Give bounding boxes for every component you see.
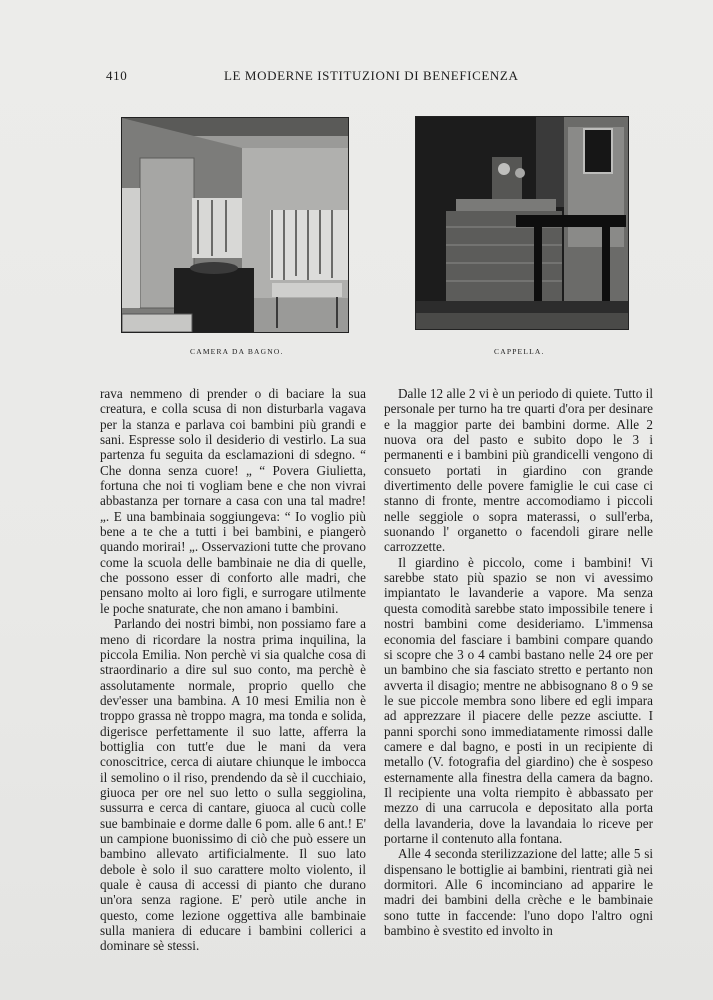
photo-chapel [415,116,629,330]
photo-bathroom [121,117,349,333]
paragraph: Il giardino è piccolo, come i bambini! Vi sarebbe stato più spazio se non vi avessimo impiantato le lavanderie a vapore. Ma senza questa comodità sarebbe stato impossibile tenere i nostri bambini come desideriamo. L'immensa economia del fasciare i bambini compare quando si scopre che 3 o 4 cambi bastano nelle 24 ore per un bambino che sia fasciato stretto e pertanto non avverta il disagio; mentre ne abbisognano 8 o 9 se le sue piccole membra sono libere ed egli impara ad apprezzare il piacere delle pezze asciutte. I panni sporchi sono immediatamente rimossi dalle camere e dal bagno, e posti in un recipiente di metallo (V. fotografia del giardino) che è sospeso esternamente alla finestra della camera da bagno. Il recipiente una volta riempito è abbassato per mezzo di una carrucola e depositato alla porta della lavanderia, dove la lavandaia lo riceve per portarne il contenuto alla fontana. [384,554,653,846]
chapel-photo-illustration [416,117,628,329]
paragraph: rava nemmeno di prender o di baciare la sua creatura, e colla scusa di non disturbarla vagava per la stanza e parlava coi bambini più grandi e sani. Espresse solo il desiderio di vestirlo. La sua partenza fu seguita da esclamazioni di sdegno. “ Che donna senza cuore! „ “ Povera Giulietta, fortuna che noi ti vogliam bene e che non vivrai abbastanza per tornare a casa con una tal madre! „. E una bambinaia soggiungeva: “ Io voglio più bene a te che a tutti i bei bambini, e piangerò quando morirai! „. Osservazioni tutte che provano come la scuola delle bambinaie ne dia di quelle, che possono esser di conforto alle madri, che pensano molto ai loro figli, e surrogare utilmente le poche snaturate, che non amano i bambini. [100,386,366,616]
caption-chapel: CAPPELLA. [494,347,545,356]
text-column-left [100,386,366,954]
page-header [106,68,626,86]
caption-bathroom: CAMERA DA BAGNO. [190,347,284,356]
page-number: 410 [106,68,128,83]
bathroom-photo-illustration [122,118,348,332]
text-column-right [384,386,653,938]
paragraph: Parlando dei nostri bimbi, non possiamo fare a meno di ricordare la nostra prima inquilina, la piccola Emilia. Non perchè vi sia qualche cosa di straordinario a dire sul suo conto, ma perchè è assolutamente normale, proprio quello che dev'esser una bambina. A 10 mesi Emilia non è troppo grassa nè troppo magra, ma tonda e solida, digerisce perfettamente il suo latte, afferra la bottiglia con tutt'e due le mani da vera conoscitrice, cerca di aiutare chiunque le imbocca il semolino o il riso, prendendo da sè il cucchiaio, giuoca per ore nel suo letto o sulla seggiolina, sussurra e cerca di cantare, giuoca al cucù colle sue bambinaie e dorme dalle 6 pom. alle 6 ant.! E' un campione buonissimo di ciò che può essere un bambino allevato artificialmente. Il suo lato debole è solo il suo carattere molto violento, il quale è causa di accessi di pianto che durano un'ora senza ragione. E' però utile anche in questo, come lezione oggettiva alle bambinaie sulla maniera di educare i bambini collerici a dominare sè stessi. [100,616,366,954]
paragraph: Alle 4 seconda sterilizzazione del latte; alle 5 si dispensano le bottiglie ai bambini, rientrati già nei dormitori. Alle 6 incominciano ad apparire le madri dei bambini della crèche e le bambinaie sono tutte in faccende: l'uno dopo l'altro ogni bambino è svestito ed involto in [384,846,653,939]
running-title: LE MODERNE ISTITUZIONI DI BENEFICENZA [224,68,519,83]
paragraph: Dalle 12 alle 2 vi è un periodo di quiete. Tutto il personale per turno ha tre quarti d'ora per desinare e la maggior parte dei bambini dorme. Alle 2 nuova ora del pasto e subito dopo le 3 i permanenti e i bambini più grandicelli vengono di consueto portati in giardino con grande divertimento delle povere famiglie le cui case ci stanno di fronte, mentre accomodiamo i piccoli nelle seggiole o sopra materassi, o sull'erba, suonando l' organetto o facendoli girare nelle carrozzette. [384,386,653,555]
